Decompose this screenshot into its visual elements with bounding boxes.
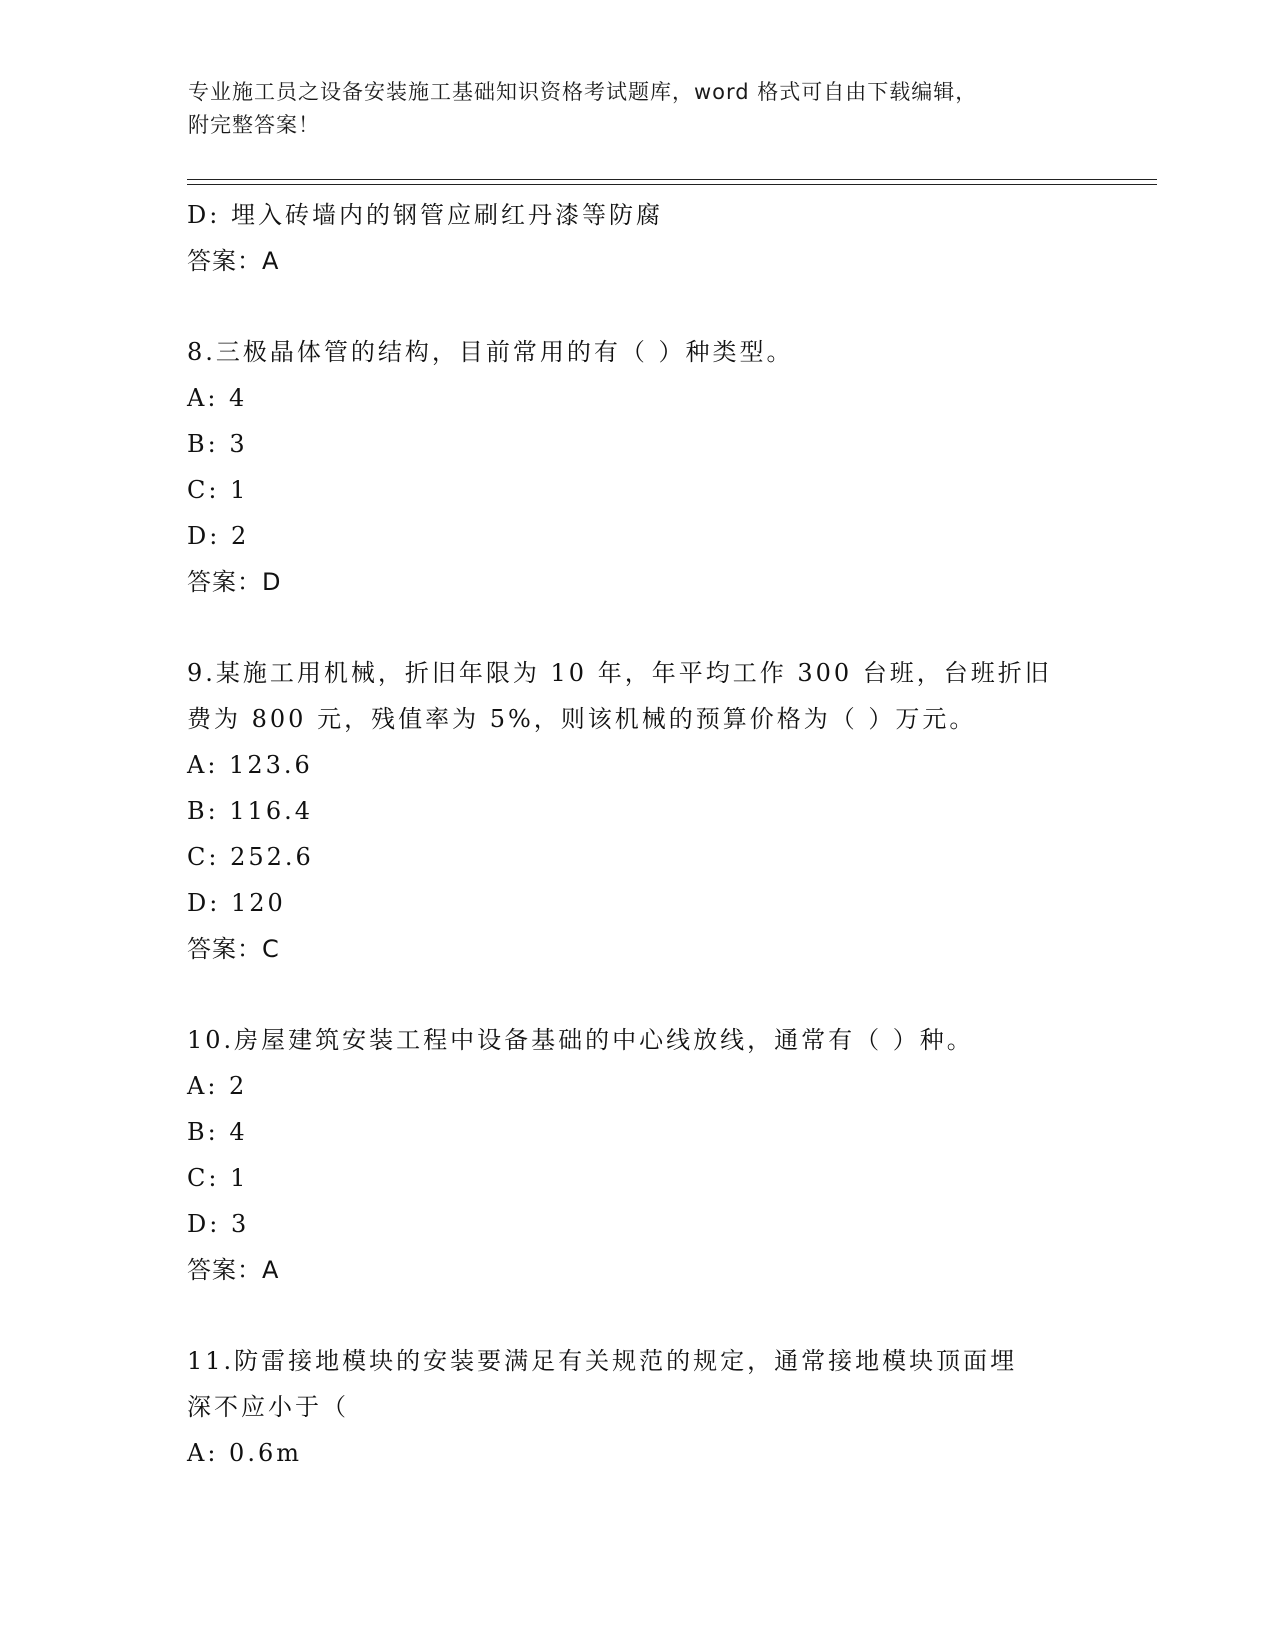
question-stem: 11.防雷接地模块的安装要满足有关规范的规定，通常接地模块顶面埋 bbox=[187, 1347, 1018, 1375]
option-d: D: 3 bbox=[187, 1210, 250, 1238]
answer-line: 答案：D bbox=[187, 568, 282, 596]
question-content bbox=[187, 192, 1087, 1476]
option-a: A: 4 bbox=[187, 384, 248, 412]
option-a: A: 0.6m bbox=[187, 1439, 302, 1467]
question-block bbox=[187, 1338, 1087, 1476]
header-line-1: 专业施工员之设备安装施工基础知识资格考试题库，word 格式可自由下载编辑， bbox=[188, 80, 978, 104]
option-b: B: 116.4 bbox=[187, 797, 314, 825]
option-d: D: 埋入砖墙内的钢管应刷红丹漆等防腐 bbox=[187, 201, 663, 229]
question-block bbox=[187, 1017, 1087, 1293]
answer-line: 答案：A bbox=[187, 1256, 280, 1284]
option-a: A: 2 bbox=[187, 1072, 248, 1100]
option-c: C: 1 bbox=[187, 1164, 249, 1192]
option-a: A: 123.6 bbox=[187, 751, 313, 779]
question-block bbox=[187, 650, 1087, 972]
option-d: D: 2 bbox=[187, 522, 250, 550]
answer-line: 答案：A bbox=[187, 247, 280, 275]
question-stem-continued: 费为 800 元，残值率为 5%，则该机械的预算价格为（ ）万元。 bbox=[187, 705, 977, 733]
question-stem: 9.某施工用机械，折旧年限为 10 年，年平均工作 300 台班，台班折旧 bbox=[187, 659, 1052, 687]
option-c: C: 1 bbox=[187, 476, 249, 504]
question-stem-continued: 深不应小于（ bbox=[187, 1393, 349, 1421]
option-b: B: 4 bbox=[187, 1118, 248, 1146]
option-d: D: 120 bbox=[187, 889, 286, 917]
option-c: C: 252.6 bbox=[187, 843, 314, 871]
option-b: B: 3 bbox=[187, 430, 248, 458]
header-rule-bottom bbox=[187, 184, 1157, 185]
question-stem: 10.房屋建筑安装工程中设备基础的中心线放线，通常有（ ）种。 bbox=[187, 1026, 974, 1054]
answer-line: 答案：C bbox=[187, 935, 280, 963]
header-rule-top bbox=[187, 179, 1157, 180]
question-block bbox=[187, 329, 1087, 605]
question-spacer bbox=[187, 284, 1087, 329]
question-spacer bbox=[187, 1293, 1087, 1338]
header-line-2: 附完整答案！ bbox=[188, 113, 320, 137]
document-header bbox=[188, 76, 1088, 142]
question-spacer bbox=[187, 972, 1087, 1017]
question-stem: 8.三极晶体管的结构，目前常用的有（ ）种类型。 bbox=[187, 338, 794, 366]
question-spacer bbox=[187, 605, 1087, 650]
